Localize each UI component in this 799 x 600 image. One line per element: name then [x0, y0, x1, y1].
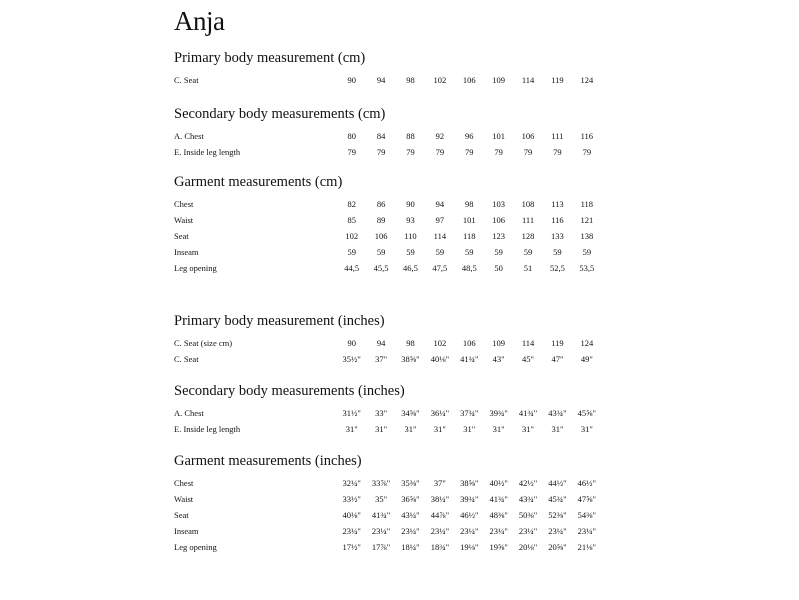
table-cell: 98: [406, 75, 415, 85]
table-cell: 106: [492, 215, 506, 225]
table-cell: 35⅜": [401, 478, 420, 488]
table-cell: 89: [376, 215, 386, 225]
section-heading: Primary body measurement (inches): [174, 313, 385, 329]
table-cell: 106: [462, 338, 476, 348]
table-cell: 86: [376, 199, 386, 209]
table-cell: 38⅝": [401, 354, 420, 364]
measurement-table: [174, 72, 602, 88]
table-cell: 59: [406, 247, 415, 257]
table-cell: 19⅛": [460, 542, 479, 552]
table-cell: 44⅞": [430, 510, 450, 520]
table-cell: 43": [492, 354, 505, 364]
table-cell: 98: [465, 199, 474, 209]
section-heading: Secondary body measurements (cm): [174, 106, 386, 122]
table-row: [174, 212, 602, 228]
table-cell: 48,5: [461, 263, 477, 273]
table-cell: 118: [463, 231, 476, 241]
table-row: [174, 144, 602, 160]
table-cell: 59: [553, 247, 562, 257]
table-cell: 41¾": [489, 494, 508, 504]
table-cell: 45⅝": [577, 408, 596, 418]
table-cell: 138: [580, 231, 594, 241]
row-label: A. Chest: [174, 408, 204, 418]
table-cell: 79: [553, 147, 562, 157]
table-cell: 34⅝": [401, 408, 420, 418]
table-cell: 41¾": [460, 354, 479, 364]
row-label: C. Seat (size cm): [174, 338, 233, 348]
row-label: C. Seat: [174, 75, 199, 85]
table-cell: 102: [345, 231, 359, 241]
table-cell: 133: [551, 231, 564, 241]
table-cell: 46½": [460, 510, 479, 520]
table-cell: 47": [551, 354, 564, 364]
table-cell: 80: [347, 131, 356, 141]
table-cell: 54⅜": [577, 510, 596, 520]
row-label: Seat: [174, 510, 189, 520]
table-cell: 23¼": [548, 526, 567, 536]
table-cell: 35½": [342, 354, 361, 364]
row-label: Chest: [174, 478, 194, 488]
table-cell: 90: [406, 199, 415, 209]
table-cell: 94: [435, 199, 445, 209]
table-row: [174, 351, 602, 367]
table-cell: 79: [347, 147, 356, 157]
table-cell: 36⅝": [401, 494, 420, 504]
table-cell: 123: [492, 231, 506, 241]
table-cell: 59: [465, 247, 474, 257]
table-cell: 106: [462, 75, 476, 85]
table-cell: 59: [523, 247, 533, 257]
table-cell: 124: [580, 75, 594, 85]
measurement-table: [174, 128, 602, 160]
table-cell: 23¼": [371, 526, 391, 536]
table-cell: 50⅜": [518, 510, 538, 520]
table-row: [174, 260, 602, 276]
table-cell: 114: [521, 75, 535, 85]
table-cell: 35": [375, 494, 388, 504]
table-cell: 109: [492, 338, 506, 348]
section-heading: Garment measurements (inches): [174, 453, 362, 469]
table-row: [174, 523, 602, 539]
table-cell: 23¼": [577, 526, 596, 536]
table-row: [174, 228, 602, 244]
table-cell: 31": [551, 424, 564, 434]
table-cell: 23¼": [342, 526, 361, 536]
table-cell: 18¾": [430, 542, 450, 552]
table-cell: 33": [375, 408, 388, 418]
table-cell: 111: [521, 215, 535, 225]
table-cell: 79: [465, 147, 474, 157]
table-cell: 33½": [342, 494, 361, 504]
table-cell: 94: [376, 338, 386, 348]
table-cell: 31": [492, 424, 505, 434]
table-cell: 101: [462, 215, 476, 225]
table-cell: 59: [494, 247, 503, 257]
table-cell: 43¾": [548, 408, 567, 418]
table-cell: 116: [551, 215, 564, 225]
table-cell: 51: [523, 263, 533, 273]
table-cell: 52,5: [549, 263, 565, 273]
table-cell: 33⅞": [371, 478, 391, 488]
table-cell: 39¾": [460, 494, 479, 504]
table-cell: 116: [580, 131, 594, 141]
table-cell: 37¾": [460, 408, 479, 418]
row-label: Leg opening: [174, 542, 217, 552]
table-cell: 23¼": [460, 526, 479, 536]
table-cell: 119: [551, 75, 564, 85]
table-cell: 85: [347, 215, 356, 225]
table-cell: 40⅛": [342, 510, 361, 520]
row-label: C. Seat: [174, 354, 199, 364]
table-cell: 118: [580, 199, 594, 209]
table-cell: 17⅞": [371, 542, 391, 552]
table-cell: 59: [582, 247, 592, 257]
table-cell: 31½": [342, 408, 361, 418]
table-cell: 49": [580, 354, 593, 364]
table-cell: 31": [580, 424, 593, 434]
table-row: [174, 244, 602, 260]
table-cell: 98: [406, 338, 415, 348]
row-label: Chest: [174, 199, 194, 209]
table-cell: 31": [345, 424, 358, 434]
table-cell: 103: [492, 199, 506, 209]
table-cell: 59: [376, 247, 386, 257]
table-cell: 41¾": [518, 408, 538, 418]
table-cell: 109: [492, 75, 506, 85]
table-cell: 31": [433, 424, 446, 434]
table-cell: 79: [494, 147, 503, 157]
page-title: Anja: [174, 6, 225, 36]
table-row: [174, 335, 602, 351]
row-label: E. Inside leg length: [174, 147, 241, 157]
table-cell: 113: [551, 199, 564, 209]
table-cell: 48⅜": [489, 510, 508, 520]
row-label: E. Inside leg length: [174, 424, 241, 434]
table-cell: 43¾": [518, 494, 538, 504]
row-label: Waist: [174, 215, 194, 225]
table-cell: 114: [521, 338, 535, 348]
table-cell: 121: [580, 215, 594, 225]
table-cell: 108: [521, 199, 535, 209]
table-cell: 124: [580, 338, 594, 348]
table-row: [174, 196, 602, 212]
table-row: [174, 405, 602, 421]
table-cell: 38⅝": [460, 478, 479, 488]
table-cell: 46½": [577, 478, 596, 488]
row-label: A. Chest: [174, 131, 204, 141]
table-cell: 37": [375, 354, 388, 364]
table-cell: 21⅛": [577, 542, 596, 552]
table-cell: 37": [433, 478, 446, 488]
table-cell: 18¼": [401, 542, 420, 552]
table-cell: 41¾": [371, 510, 391, 520]
table-cell: 88: [406, 131, 415, 141]
table-cell: 20⅝": [548, 542, 567, 552]
table-cell: 102: [433, 338, 447, 348]
table-cell: 79: [435, 147, 445, 157]
table-cell: 23¼": [518, 526, 538, 536]
table-cell: 84: [376, 131, 386, 141]
table-cell: 31": [404, 424, 417, 434]
table-cell: 59: [347, 247, 356, 257]
table-cell: 79: [582, 147, 592, 157]
table-cell: 59: [435, 247, 445, 257]
table-cell: 45": [522, 354, 535, 364]
table-cell: 92: [435, 131, 445, 141]
row-label: Leg opening: [174, 263, 217, 273]
table-cell: 97: [435, 215, 445, 225]
table-cell: 102: [433, 75, 447, 85]
measurement-table: [174, 405, 602, 437]
measurement-table: [174, 196, 602, 276]
section-heading: Secondary body measurements (inches): [174, 383, 405, 399]
table-cell: 31": [522, 424, 535, 434]
table-row: [174, 491, 602, 507]
table-cell: 23¼": [430, 526, 450, 536]
table-cell: 43¼": [401, 510, 420, 520]
table-cell: 101: [492, 131, 506, 141]
table-row: [174, 128, 602, 144]
table-cell: 20⅛": [518, 542, 538, 552]
table-cell: 32¼": [342, 478, 361, 488]
table-cell: 17½": [342, 542, 361, 552]
table-row: [174, 539, 602, 555]
row-label: Inseam: [174, 526, 199, 536]
table-cell: 31": [375, 424, 388, 434]
table-cell: 52⅜": [548, 510, 567, 520]
measurement-table: [174, 335, 602, 367]
table-cell: 96: [465, 131, 474, 141]
table-row: [174, 475, 602, 491]
table-cell: 93: [406, 215, 415, 225]
table-cell: 47,5: [432, 263, 448, 273]
table-row: [174, 507, 602, 523]
row-label: Seat: [174, 231, 189, 241]
table-cell: 23¼": [489, 526, 508, 536]
table-cell: 31": [463, 424, 476, 434]
table-cell: 45¾": [548, 494, 567, 504]
row-label: Waist: [174, 494, 194, 504]
table-cell: 36¼": [430, 408, 450, 418]
table-cell: 42½": [518, 478, 538, 488]
table-cell: 79: [523, 147, 533, 157]
table-cell: 40½": [489, 478, 508, 488]
table-cell: 53,5: [579, 263, 595, 273]
row-label: Inseam: [174, 247, 199, 257]
table-cell: 23¼": [401, 526, 420, 536]
table-cell: 119: [551, 338, 564, 348]
table-cell: 128: [521, 231, 535, 241]
table-cell: 44½": [548, 478, 567, 488]
table-row: [174, 421, 602, 437]
table-cell: 44,5: [344, 263, 360, 273]
table-cell: 82: [347, 199, 356, 209]
table-cell: 79: [406, 147, 415, 157]
table-cell: 94: [376, 75, 386, 85]
table-cell: 40⅛": [430, 354, 450, 364]
table-cell: 79: [376, 147, 386, 157]
table-cell: 38¼": [430, 494, 450, 504]
table-cell: 111: [551, 131, 564, 141]
table-row: [174, 72, 602, 88]
table-cell: 46,5: [403, 263, 418, 273]
table-cell: 47⅝": [577, 494, 596, 504]
measurement-table: [174, 475, 602, 555]
section-heading: Primary body measurement (cm): [174, 50, 366, 66]
table-cell: 110: [404, 231, 417, 241]
table-cell: 114: [433, 231, 447, 241]
table-cell: 106: [374, 231, 388, 241]
table-cell: 90: [347, 75, 356, 85]
table-cell: 39¾": [489, 408, 508, 418]
table-cell: 90: [347, 338, 356, 348]
table-cell: 19⅝": [489, 542, 508, 552]
table-cell: 50: [494, 263, 503, 273]
section-heading: Garment measurements (cm): [174, 174, 343, 190]
table-cell: 106: [521, 131, 535, 141]
table-cell: 45,5: [373, 263, 389, 273]
